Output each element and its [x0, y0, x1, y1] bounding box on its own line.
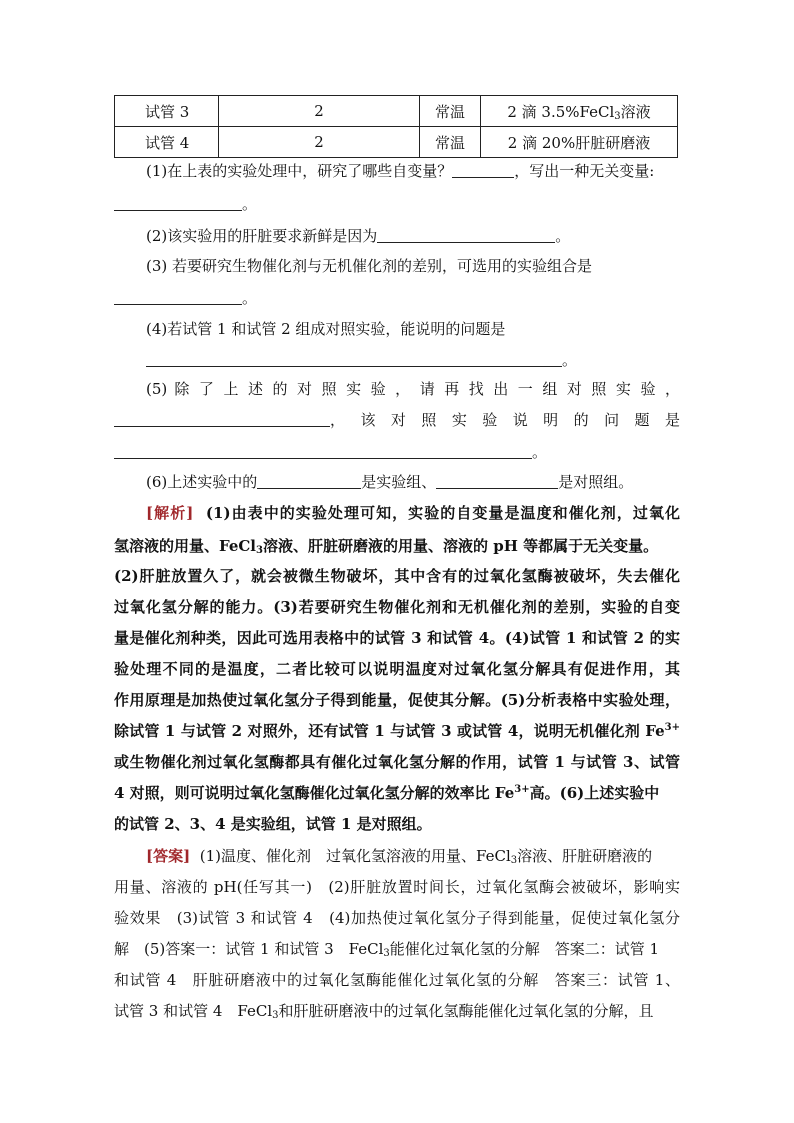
reagent-suffix: 溶液	[620, 102, 651, 121]
question-2	[146, 226, 712, 246]
subscript: 3	[510, 855, 518, 866]
question-5-cont2	[114, 442, 680, 462]
tube-cell: 试管 3	[115, 96, 219, 127]
subscript: 3	[256, 545, 263, 556]
analysis-line	[146, 503, 680, 523]
analysis-line: 过氧化氢分解的能力。(3)若要研究生物催化剂和无机催化剂的差别，实验的自变	[114, 598, 680, 616]
question-1	[146, 161, 680, 181]
analysis-text: 除试管 1 与试管 2 对照外，还有试管 1 与试管 3 或试管 4，说明无机催化剂 Fe	[114, 722, 665, 740]
answer-text: 溶液、肝脏研磨液的	[517, 847, 653, 865]
answer-text: 能催化过氧化氢的分解 答案二：试管 1	[389, 940, 660, 958]
analysis-line: 验处理不同的是温度，二者比较可以说明温度对过氧化氢分解具有促进作用，其	[114, 660, 680, 678]
answer-blank	[114, 194, 242, 211]
analysis-line	[114, 721, 680, 741]
question-3	[146, 256, 680, 276]
answer-blank	[114, 288, 242, 305]
superscript: 3+	[664, 722, 680, 733]
question-text: 是对照组。	[558, 473, 634, 491]
answer-tag: [答案]	[146, 847, 191, 865]
question-3-cont	[114, 288, 680, 308]
experiment-table	[114, 95, 678, 158]
question-text: 。	[555, 227, 571, 245]
subscript: 3	[272, 1010, 279, 1021]
question-text: (1)在上表的实验处理中，研究了哪些自变量？	[146, 162, 453, 180]
analysis-line: 量是催化剂种类，因此可选用表格中的试管 3 和试管 4。(4)试管 1 和试管 2 的实	[114, 629, 680, 647]
analysis-line	[114, 783, 680, 803]
question-4-cont	[146, 350, 712, 370]
table-row	[115, 127, 678, 158]
question-text: 。	[242, 195, 258, 213]
answer-blank	[452, 161, 514, 178]
answer-blank	[377, 226, 555, 243]
question-5-cont	[114, 410, 680, 430]
analysis-line: 作用原理是加热使过氧化氢分子得到能量，促使其分解。(5)分析表格中实验处理，	[114, 691, 680, 709]
analysis-text: (1)由表中的实验处理可知，实验的自变量是温度和催化剂，过氧化	[205, 504, 681, 522]
amount-cell: 2	[219, 127, 420, 158]
analysis-text: 高。(6)上述实验中	[529, 784, 660, 802]
answer-blank	[114, 410, 330, 427]
analysis-line: (2)肝脏放置久了，就会被微生物破坏，其中含有的过氧化氢酶被破坏，失去催化	[114, 567, 680, 585]
question-text: (2)该实验用的肝脏要求新鲜是因为	[146, 227, 378, 245]
amount-cell: 2	[219, 96, 420, 127]
reagent-subscript: 3	[614, 110, 621, 122]
question-6	[146, 472, 712, 492]
question-text: 。	[532, 443, 548, 461]
superscript: 3+	[514, 784, 530, 795]
answer-text: (1)温度、催化剂 过氧化氢溶液的用量、FeCl	[199, 847, 511, 865]
answer-text: 试管 3 和试管 4 FeCl	[114, 1002, 273, 1020]
analysis-line	[114, 536, 680, 556]
question-text: 。	[562, 351, 578, 369]
temperature-cell: 常温	[420, 96, 481, 127]
reagent-text: 2 滴 3.5%FeCl	[507, 102, 615, 121]
answer-line	[114, 1001, 680, 1021]
answer-line: 用量、溶液的 pH(任写其一) (2)肝脏放置时间长，过氧化氢酶会被破坏，影响实	[114, 878, 680, 896]
subscript: 3	[383, 948, 390, 959]
answer-blank	[114, 442, 532, 459]
question-text: (6)上述实验中的	[146, 473, 258, 491]
question-text: (3) 若要研究生物催化剂与无机催化剂的差别，可选用的实验组合是	[146, 257, 593, 275]
answer-line: 验效果 (3)试管 3 和试管 4 (4)加热使过氧化氢分子得到能量，促使过氧化氢分	[114, 909, 680, 927]
reagent-text: 2 滴 20%肝脏研磨液	[507, 133, 651, 152]
temperature-cell: 常温	[420, 127, 481, 158]
answer-text: 解 (5)答案一：试管 1 和试管 3 FeCl	[114, 940, 384, 958]
answer-line	[146, 846, 680, 866]
answer-line	[114, 939, 680, 959]
reagent-cell	[481, 127, 678, 158]
question-text: 。	[242, 289, 258, 307]
analysis-tag: [解析]	[146, 504, 194, 522]
question-1-cont	[114, 194, 680, 214]
answer-blank	[146, 350, 562, 367]
answer-text: 和肝脏研磨液中的过氧化氢酶能催化过氧化氢的分解，且	[278, 1002, 654, 1020]
answer-line: 和试管 4 肝脏研磨液中的过氧化氢酶能催化过氧化氢的分解 答案三：试管 1、	[114, 971, 680, 989]
answer-blank	[257, 472, 361, 489]
tube-cell: 试管 4	[115, 127, 219, 158]
table-row	[115, 96, 678, 127]
analysis-text: 氢溶液的用量、FeCl	[114, 537, 257, 555]
reagent-cell	[481, 96, 678, 127]
analysis-line: 的试管 2、3、4 是实验组，试管 1 是对照组。	[114, 815, 432, 833]
question-text: ，写出一种无关变量:	[514, 162, 655, 180]
question-text: 是实验组、	[361, 473, 437, 491]
analysis-line: 或生物催化剂过氧化氢酶都具有催化过氧化氢分解的作用，试管 1 与试管 3、试管	[114, 753, 680, 771]
answer-blank	[436, 472, 558, 489]
question-text: ， 该 对 照 实 验 说 明 的 问 题 是	[330, 411, 680, 429]
question-text: (4)若试管 1 和试管 2 组成对照实验，能说明的问题是	[146, 320, 506, 338]
question-5: (5) 除 了 上 述 的 对 照 实 验 ， 请 再 找 出 一 组 对 照 实 验 ，	[146, 380, 680, 398]
analysis-text: 4 对照，则可说明过氧化氢酶催化过氧化氢分解的效率比 Fe	[114, 784, 515, 802]
analysis-text: 溶液、肝脏研磨液的用量、溶液的 pH 等都属于无关变量。	[262, 537, 659, 555]
question-4	[146, 319, 712, 339]
